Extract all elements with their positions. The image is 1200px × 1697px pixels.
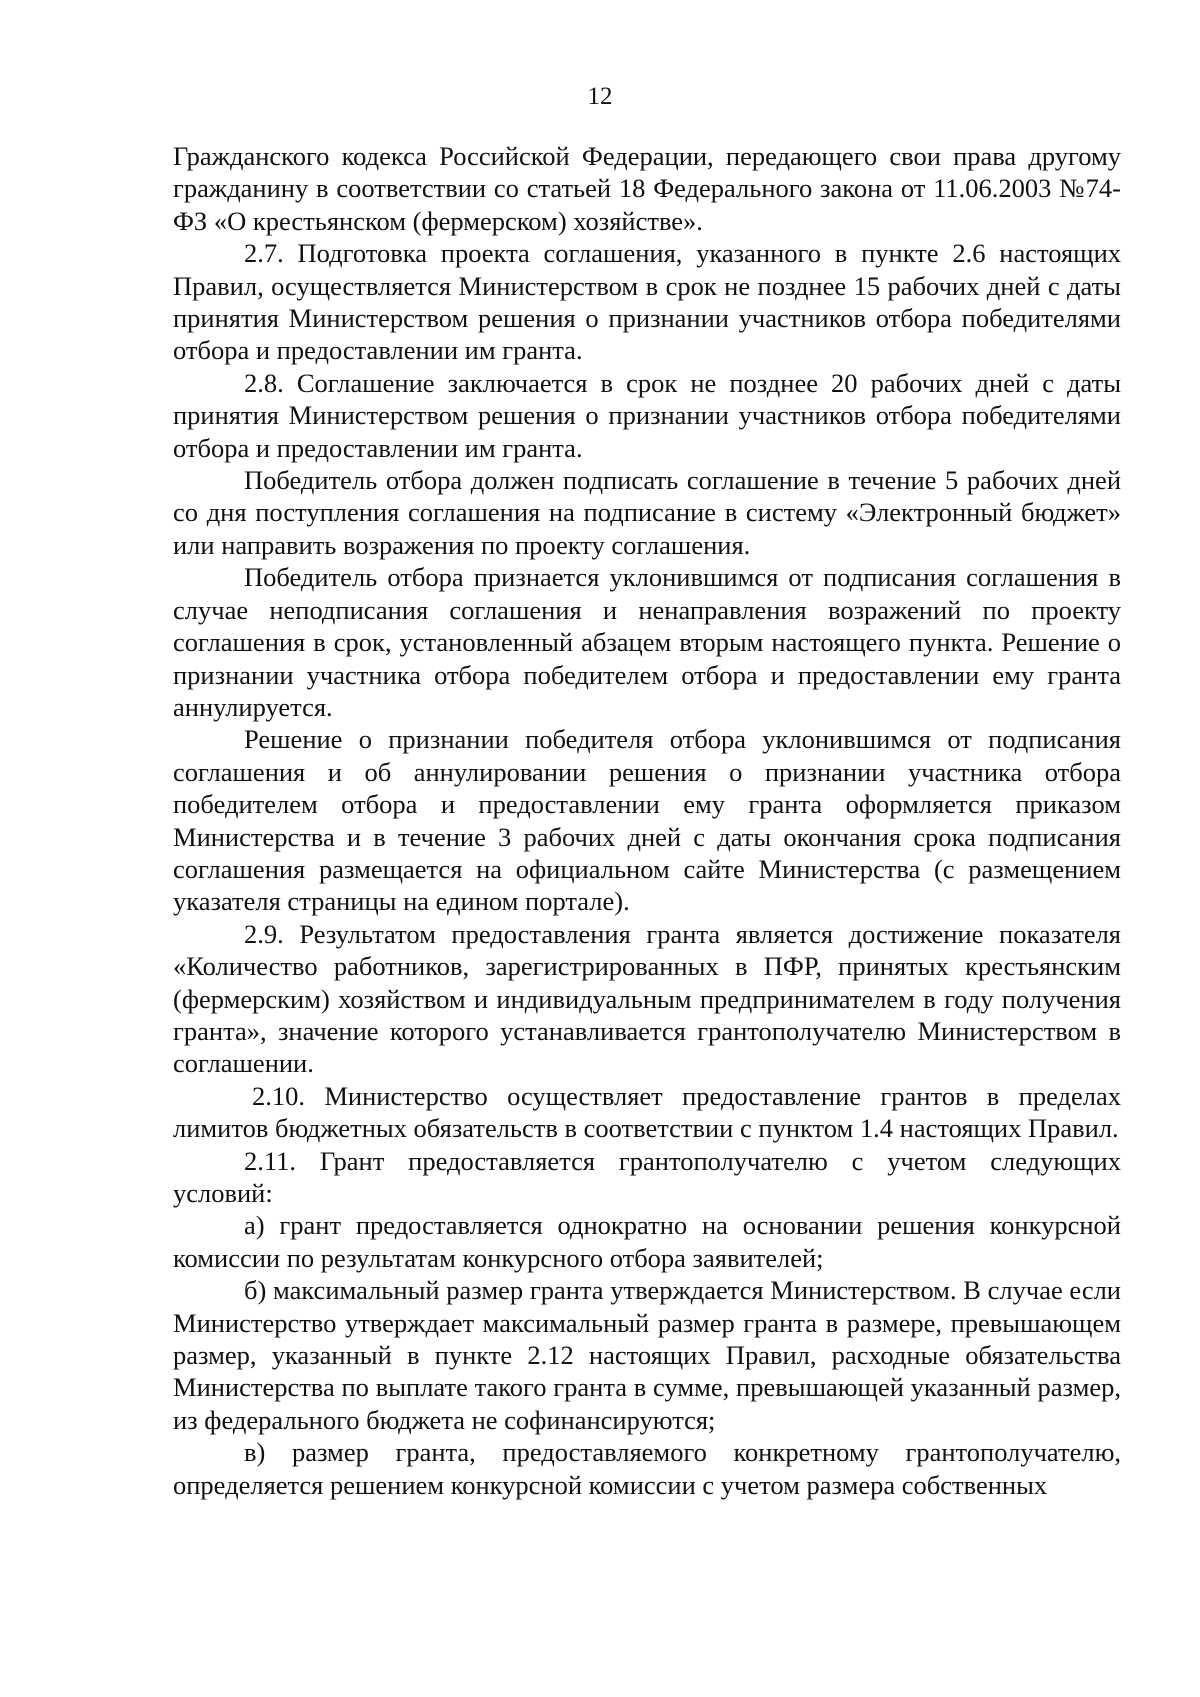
paragraph-annulment-order: Решение о признании победителя отбора уклонившимся от подписания соглашения и об аннулировании решения о признании участника отбора победителем отбора и предоставлении ему гранта оформляется приказом Министерства и в течение 3 рабочих дней с даты окончания срока подписания соглашения размещается на официальном сайте Министерства (с размещением указателя страницы на едином портале). — [173, 724, 1121, 917]
paragraph-continuation: Гражданского кодекса Российской Федерации, передающего свои права другому гражданину в соответствии со статьей 18 Федерального закона от 11.06.2003 №74-ФЗ «О крестьянском (фермерском) хозяйстве». — [173, 141, 1121, 236]
paragraph-evasion: Победитель отбора признается уклонившимся от подписания соглашения в случае неподписания соглашения и ненаправления возражений по проекту соглашения в срок, установленный абзацем вторым настоящего пункта. Решение о признании участника отбора победителем отбора и предоставлении ему гранта аннулируется. — [173, 562, 1121, 722]
list-item-v: в) размер гранта, предоставляемого конкретному грантополучателю, определяется решением конкурсной комиссии с учетом размера собственных — [173, 1437, 1121, 1500]
paragraph-2-9: 2.9. Результатом предоставления гранта является достижение показателя «Количество работников, зарегистрированных в ПФР, принятых крестьянским (фермерским) хозяйством и индивидуальным предпринимателем в году получения гранта», значение которого устанавливается грантополучателю Министерством в соглашении. — [173, 918, 1121, 1079]
page-number: 12 — [587, 83, 613, 110]
paragraph-2-11: 2.11. Грант предоставляется грантополучателю с учетом следующих условий: — [173, 1145, 1121, 1208]
paragraph-2-7: 2.7. Подготовка проекта соглашения, указанного в пункте 2.6 настоящих Правил, осуществляется Министерством в срок не позднее 15 рабочих дней с даты принятия Министерством решения о признании участников отбора победителями отбора и предоставлении им гранта. — [173, 238, 1121, 366]
paragraph-2-10: 2.10. Министерство осуществляет предоставление грантов в пределах лимитов бюджетных обязательств в соответствии с пунктом 1.4 настоящих Правил. — [173, 1080, 1121, 1144]
document-body — [173, 140, 1121, 1501]
paragraph-2-8: 2.8. Соглашение заключается в срок не позднее 20 рабочих дней с даты принятия Министерством решения о признании участников отбора победителями отбора и предоставлении им гранта. — [173, 367, 1121, 463]
paragraph-signing-deadline: Победитель отбора должен подписать соглашение в течение 5 рабочих дней со дня поступления соглашения на подписание в систему «Электронный бюджет» или направить возражения по проекту соглашения. — [173, 465, 1121, 560]
list-item-a: а) грант предоставляется однократно на основании решения конкурсной комиссии по результатам конкурсного отбора заявителей; — [173, 1210, 1121, 1273]
list-item-b: б) максимальный размер гранта утверждается Министерством. В случае если Министерство утверждает максимальный размер гранта в размере, превышающем размер, указанный в пункте 2.12 настоящих Правил, расходные обязательства Министерства по выплате такого гранта в сумме, превышающей указанный размер, из федерального бюджета не софинансируются; — [173, 1275, 1121, 1435]
